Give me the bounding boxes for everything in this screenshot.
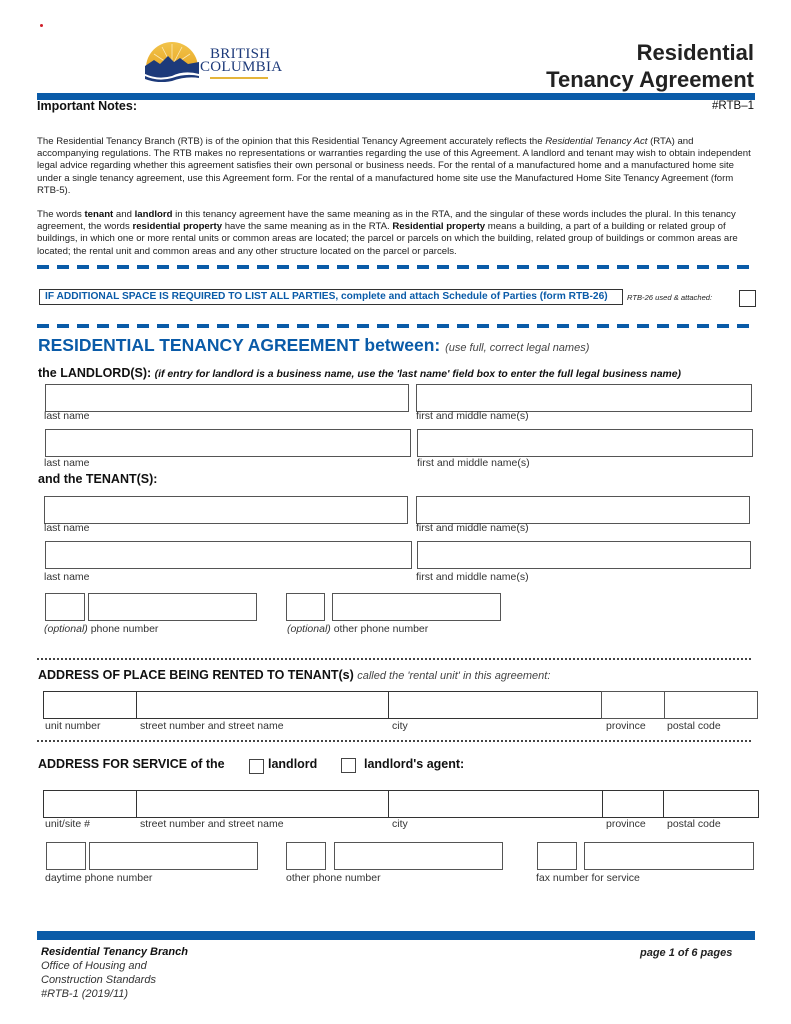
service-unit-site-input[interactable] <box>43 790 137 818</box>
logo-line-1: BRITISH <box>210 46 271 62</box>
dotted-divider <box>37 658 753 660</box>
street-label: street number and street name <box>140 818 284 830</box>
rental-street-input[interactable] <box>136 691 389 719</box>
form-id: #RTB–1 <box>712 100 754 112</box>
footer-divider-bar <box>37 931 755 940</box>
fax-number-input[interactable] <box>584 842 754 870</box>
tenant-phone-label <box>44 623 158 635</box>
fax-label: fax number for service <box>536 872 640 884</box>
rental-city-input[interactable] <box>388 691 602 719</box>
logo-line-2: COLUMBIA <box>200 59 283 75</box>
first-name-label: first and middle name(s) <box>417 457 530 469</box>
unit-number-label: unit number <box>45 720 101 732</box>
heading-note: called the 'rental unit' in this agreement: <box>357 670 551 682</box>
daytime-phone-label: daytime phone number <box>45 872 153 884</box>
postal-code-label: postal code <box>667 720 721 732</box>
rental-postal-code-input[interactable] <box>664 691 758 719</box>
title-line-2: Tenancy Agreement <box>546 67 754 92</box>
tenant-2-first-name-input[interactable] <box>417 541 751 569</box>
dotted-divider <box>37 740 753 742</box>
heading-text: ADDRESS OF PLACE BEING RENTED TO TENANT(s) <box>38 668 358 682</box>
postal-code-label: postal code <box>667 818 721 830</box>
unit-site-label: unit/site # <box>45 818 90 830</box>
title-text: RESIDENTIAL TENANCY AGREEMENT between: <box>38 335 446 355</box>
rtb26-attached-checkbox[interactable] <box>739 290 756 307</box>
tenant-1-first-name-input[interactable] <box>416 496 750 524</box>
service-province-input[interactable] <box>602 790 664 818</box>
footer-form-version: #RTB-1 (2019/11) <box>41 988 129 1000</box>
notes-paragraph-2 <box>37 209 755 258</box>
service-agent-label: landlord's agent: <box>364 757 465 771</box>
text: (RTA) and accompanying regulations. The RTB makes no representations or warranties regarding the use of this Agreement. A landlord and tenant may wish to obtain independent legal advice regarding whether this agreement satisfies their own personal or business needs. For the rental of a manufactured home and a manufactured home site under a single tenancy agreement, use this Agreement form. For the rental of a manufactured home site use the Manufactured Home Site Tenancy Agreement (form RTB-5). <box>37 136 751 196</box>
province-label: province <box>606 818 646 830</box>
city-label: city <box>392 720 408 732</box>
label-text: phone number <box>87 623 159 635</box>
last-name-label: last name <box>44 571 90 583</box>
tenant-2-last-name-input[interactable] <box>45 541 412 569</box>
tenant-other-phone-label <box>287 623 428 635</box>
text: The Residential Tenancy Branch (RTB) is of the opinion that this Residential Tenancy Agreement accurately reflects the <box>37 136 546 147</box>
first-name-label: first and middle name(s) <box>416 571 529 583</box>
label-text: other phone number <box>330 623 429 635</box>
page-number: page 1 of 6 pages <box>640 947 733 959</box>
logo-underline <box>210 77 268 79</box>
service-address-heading: ADDRESS FOR SERVICE of the <box>38 757 225 771</box>
agreement-section-title <box>38 335 589 356</box>
dashed-divider <box>37 265 755 269</box>
header-divider-bar <box>37 93 755 100</box>
rental-address-heading <box>38 668 550 682</box>
service-street-input[interactable] <box>136 790 389 818</box>
act-name: Residential Tenancy Act <box>545 136 648 147</box>
service-landlord-checkbox[interactable] <box>249 759 264 774</box>
text: in this tenancy agreement have the same meaning as in the RTA, and the singular of these words includes the plural. In this tenancy agreement, the words <box>37 209 736 233</box>
daytime-phone-area-code-input[interactable] <box>46 842 86 870</box>
fax-area-code-input[interactable] <box>537 842 577 870</box>
rtb26-checkbox-label: RTB-26 used & attached: <box>627 293 713 302</box>
tenant-phone-number-input[interactable] <box>88 593 257 621</box>
landlord-heading-note: (if entry for landlord is a business name, use the 'last name' field box to enter the full legal business name) <box>154 369 681 380</box>
footer-office-line-2: Construction Standards <box>41 974 156 986</box>
footer-branch-info <box>41 945 188 1001</box>
landlord-2-last-name-input[interactable] <box>45 429 411 457</box>
notes-paragraph-1 <box>37 136 755 197</box>
term-landlord: landlord <box>134 209 173 220</box>
other-phone-area-code-input[interactable] <box>286 842 326 870</box>
other-phone-label: other phone number <box>286 872 381 884</box>
street-label: street number and street name <box>140 720 284 732</box>
last-name-label: last name <box>44 410 90 422</box>
text: The words <box>37 209 85 220</box>
service-city-input[interactable] <box>388 790 603 818</box>
bc-logo-wordmark <box>200 48 282 74</box>
landlord-heading <box>38 366 681 380</box>
footer-branch-name: Residential Tenancy Branch <box>41 946 188 958</box>
optional-tag: (optional) <box>44 623 88 635</box>
term-residential-property: Residential property <box>392 221 486 233</box>
important-notes-heading: Important Notes: <box>37 99 137 113</box>
text: and <box>113 209 135 220</box>
text: means a building, a part of a building or related group of buildings, in which one or more rental units or common areas are located; the parcel or parcels on which the building, related group of buildings or common areas are located; the rental unit and common areas and any other structure located on the parcel or parcels. <box>37 221 738 257</box>
tenant-heading: and the TENANT(S): <box>38 472 158 486</box>
landlord-heading-text: the LANDLORD(S): <box>38 366 155 380</box>
service-postal-code-input[interactable] <box>663 790 759 818</box>
province-label: province <box>606 720 646 732</box>
last-name-label: last name <box>44 457 90 469</box>
city-label: city <box>392 818 408 830</box>
tenant-other-phone-number-input[interactable] <box>332 593 501 621</box>
service-agent-checkbox[interactable] <box>341 758 356 773</box>
daytime-phone-number-input[interactable] <box>89 842 258 870</box>
page-title <box>546 39 754 93</box>
tenant-phone-area-code-input[interactable] <box>45 593 85 621</box>
title-line-1: Residential <box>636 40 754 65</box>
rental-unit-number-input[interactable] <box>43 691 137 719</box>
first-name-label: first and middle name(s) <box>416 522 529 534</box>
text: have the same meaning as in the RTA. <box>222 221 393 233</box>
optional-tag: (optional) <box>287 623 331 635</box>
last-name-label: last name <box>44 522 90 534</box>
dashed-divider <box>37 324 755 328</box>
tenant-other-phone-area-code-input[interactable] <box>286 593 325 621</box>
service-landlord-label: landlord <box>268 757 318 771</box>
landlord-1-last-name-input[interactable] <box>45 384 409 412</box>
other-phone-number-input[interactable] <box>334 842 503 870</box>
landlord-1-first-name-input[interactable] <box>416 384 752 412</box>
rental-province-input[interactable] <box>601 691 665 719</box>
footer-office-line-1: Office of Housing and <box>41 960 147 972</box>
term-tenant: tenant <box>84 209 114 220</box>
term-residential-property: residential property <box>132 221 223 233</box>
landlord-2-first-name-input[interactable] <box>417 429 753 457</box>
first-name-label: first and middle name(s) <box>416 410 529 422</box>
tenant-1-last-name-input[interactable] <box>44 496 408 524</box>
red-marker-dot <box>40 24 43 27</box>
additional-parties-notice: IF ADDITIONAL SPACE IS REQUIRED TO LIST ALL PARTIES, complete and attach Schedule of Parties (form RTB-26) <box>39 289 623 305</box>
title-subtitle: (use full, correct legal names) <box>445 342 590 354</box>
